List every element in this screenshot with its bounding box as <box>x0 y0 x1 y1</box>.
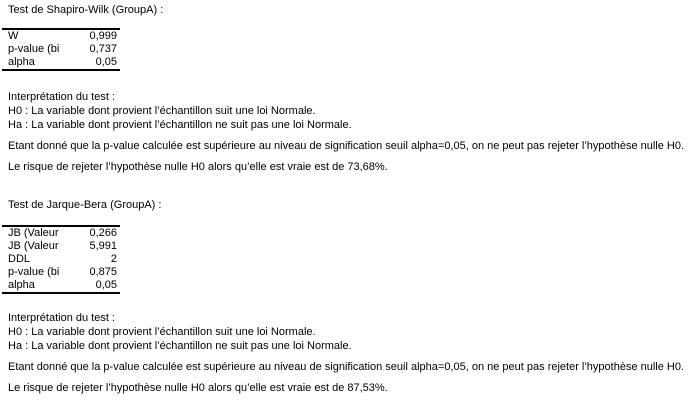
stat-label: alpha <box>8 56 35 68</box>
stat-value: 5,991 <box>89 240 117 252</box>
shapiro-wilk-table <box>2 28 120 71</box>
null-hypothesis-line: H0 : La variable dont provient l’échantillon suit une loi Normale. <box>8 326 316 338</box>
table-row <box>2 253 120 266</box>
alt-hypothesis-line: Ha : La variable dont provient l’échantillon ne suit pas une loi Normale. <box>8 340 352 352</box>
table-row <box>2 30 120 43</box>
interpretation-heading: Interprétation du test : <box>8 312 116 324</box>
risk-line: Le risque de rejeter l’hypothèse nulle H0 alors qu’elle est vraie est de 73,68%. <box>8 161 388 173</box>
conclusion-line: Etant donné que la p-value calculée est supérieure au niveau de signification seuil alpha=0,05, on ne peut pas rejeter l’hypothèse nulle H0. <box>8 140 685 152</box>
table-row <box>2 240 120 253</box>
risk-line: Le risque de rejeter l’hypothèse nulle H0 alors qu’elle est vraie est de 87,53%. <box>8 382 388 394</box>
shapiro-wilk-title: Test de Shapiro-Wilk (GroupA) : <box>8 4 164 16</box>
conclusion-line: Etant donné que la p-value calculée est supérieure au niveau de signification seuil alpha=0,05, on ne peut pas rejeter l’hypothèse nulle H0. <box>8 361 685 373</box>
jarque-bera-table <box>2 225 120 294</box>
stat-label: DDL <box>8 253 31 265</box>
stat-label: JB (Valeur <box>8 240 59 252</box>
alt-hypothesis-line: Ha : La variable dont provient l’échantillon ne suit pas une loi Normale. <box>8 119 352 131</box>
stat-value: 2 <box>110 253 117 265</box>
stat-value: 0,05 <box>95 279 117 291</box>
null-hypothesis-line: H0 : La variable dont provient l’échantillon suit une loi Normale. <box>8 105 316 117</box>
stat-value: 0,875 <box>89 266 117 278</box>
stat-label: W <box>8 30 19 42</box>
table-row <box>2 227 120 240</box>
stat-value: 0,266 <box>89 227 117 239</box>
interpretation-heading: Interprétation du test : <box>8 91 116 103</box>
table-row <box>2 56 120 69</box>
stat-label: p-value (bi <box>8 43 60 55</box>
table-row <box>2 266 120 279</box>
jarque-bera-title: Test de Jarque-Bera (GroupA) : <box>8 199 162 211</box>
stat-label: JB (Valeur <box>8 227 59 239</box>
stat-label: alpha <box>8 279 35 291</box>
stat-value: 0,999 <box>89 30 117 42</box>
stat-value: 0,05 <box>95 56 117 68</box>
stat-value: 0,737 <box>89 43 117 55</box>
stat-label: p-value (bi <box>8 266 60 278</box>
table-row <box>2 279 120 292</box>
table-row <box>2 43 120 56</box>
